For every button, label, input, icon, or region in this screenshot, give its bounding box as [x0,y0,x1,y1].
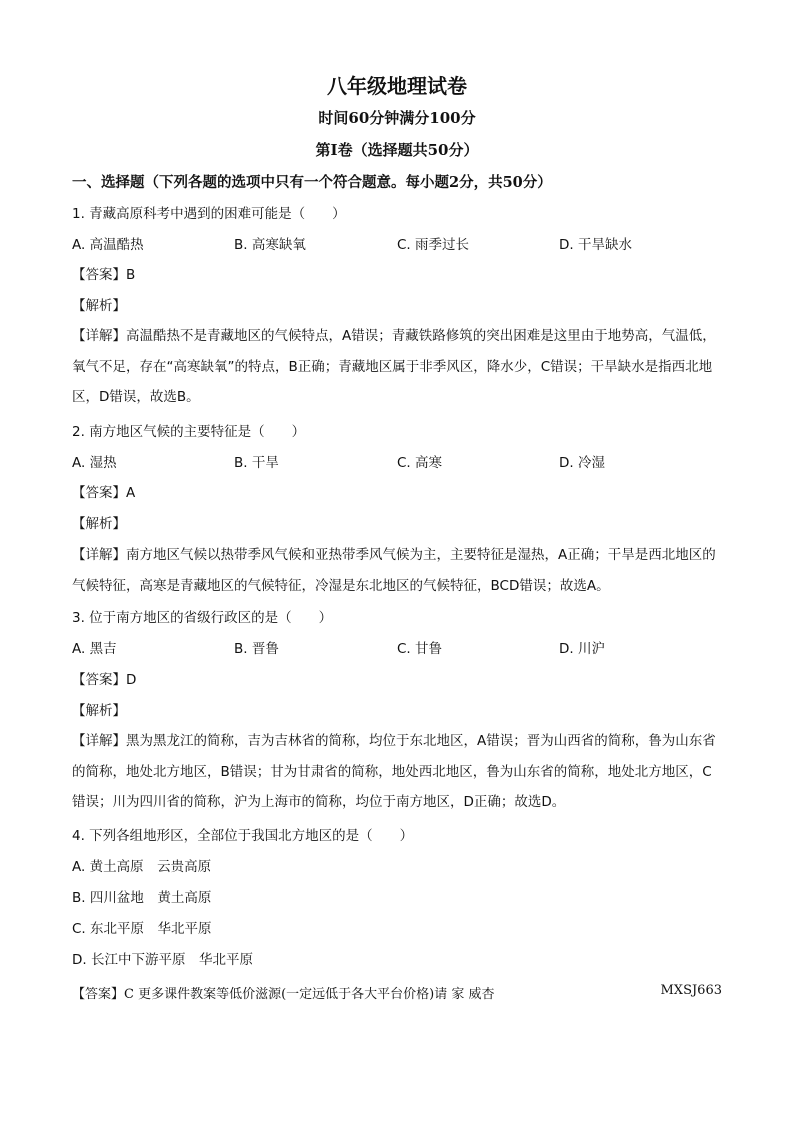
section-heading: 一、选择题（下列各题的选项中只有一个符合题意。每小题2分，共50分） [72,174,552,191]
option-d: D. 干旱缺水 [559,237,632,253]
option-b: B. 高寒缺氧 [234,237,306,253]
question-1-stem: 1. 青藏高原科考中遇到的困难可能是（ ） [72,206,346,222]
question-2-answer: 【答案】A [72,485,136,501]
question-2-options [72,453,722,473]
question-1-detail: 【详解】高温酷热不是青藏地区的气候特点，A错误；青藏铁路修筑的突出困难是这里由于地势高，气温低，氧气不足，存在“高寒缺氧”的特点，B正确；青藏地区属于非季风区，降水少，C错误；干旱缺水是指西北地区，D错误，故选B。 [72,328,716,405]
exam-title: 八年级地理试卷 [327,74,467,98]
option-a: A. 黄土高原 云贵高原 [72,859,212,875]
option-a: A. 黑吉 [72,641,117,657]
option-a: A. 湿热 [72,455,117,471]
option-c: C. 甘鲁 [397,641,443,657]
question-3-analysis: 【解析】 [72,703,126,719]
option-d: D. 川沪 [559,641,605,657]
footer-line [72,983,722,1002]
option-c: C. 东北平原 华北平原 [72,921,212,937]
option-a: A. 高温酷热 [72,237,144,253]
footer-code: MXSJ663 [660,983,722,998]
option-d: D. 长江中下游平原 华北平原 [72,952,253,968]
option-b: B. 四川盆地 黄土高原 [72,890,212,906]
volume-heading: 第Ⅰ卷（选择题共50分） [315,141,479,159]
question-3-stem: 3. 位于南方地区的省级行政区的是（ ） [72,610,333,626]
question-2-analysis: 【解析】 [72,516,126,532]
option-c: C. 高寒 [397,455,443,471]
option-b: B. 晋鲁 [234,641,279,657]
question-4-stem: 4. 下列各组地形区，全部位于我国北方地区的是（ ） [72,828,414,844]
question-1-options [72,235,722,255]
question-1-analysis: 【解析】 [72,298,126,314]
question-2-stem: 2. 南方地区气候的主要特征是（ ） [72,424,306,440]
exam-subtitle: 时间60分钟满分100分 [318,109,476,127]
question-2-detail: 【详解】南方地区气候以热带季风气候和亚热带季风气候为主，主要特征是湿热，A正确；干旱是西北地区的气候特征，高寒是青藏地区的气候特征，冷湿是东北地区的气候特征，BCD错误；故选A。 [72,547,716,594]
question-3-answer: 【答案】D [72,672,137,688]
footer-text: 【答案】C 更多课件教案等低价滋源(一定远低于各大平台价格)请 家 威杏 [72,987,495,1002]
option-d: D. 冷湿 [559,455,605,471]
question-3-options [72,639,722,659]
option-b: B. 干旱 [234,455,279,471]
question-3-detail: 【详解】黑为黑龙江的简称，吉为吉林省的简称，均位于东北地区，A错误；晋为山西省的简称，鲁为山东省的简称，地处北方地区，B错误；甘为甘肃省的简称，地处西北地区，鲁为山东省的简称，地处北方地区，C错误；川为四川省的简称，沪为上海市的简称，均位于南方地区，D正确；故选D。 [72,733,716,810]
question-1-answer: 【答案】B [72,267,136,283]
option-c: C. 雨季过长 [397,237,470,253]
